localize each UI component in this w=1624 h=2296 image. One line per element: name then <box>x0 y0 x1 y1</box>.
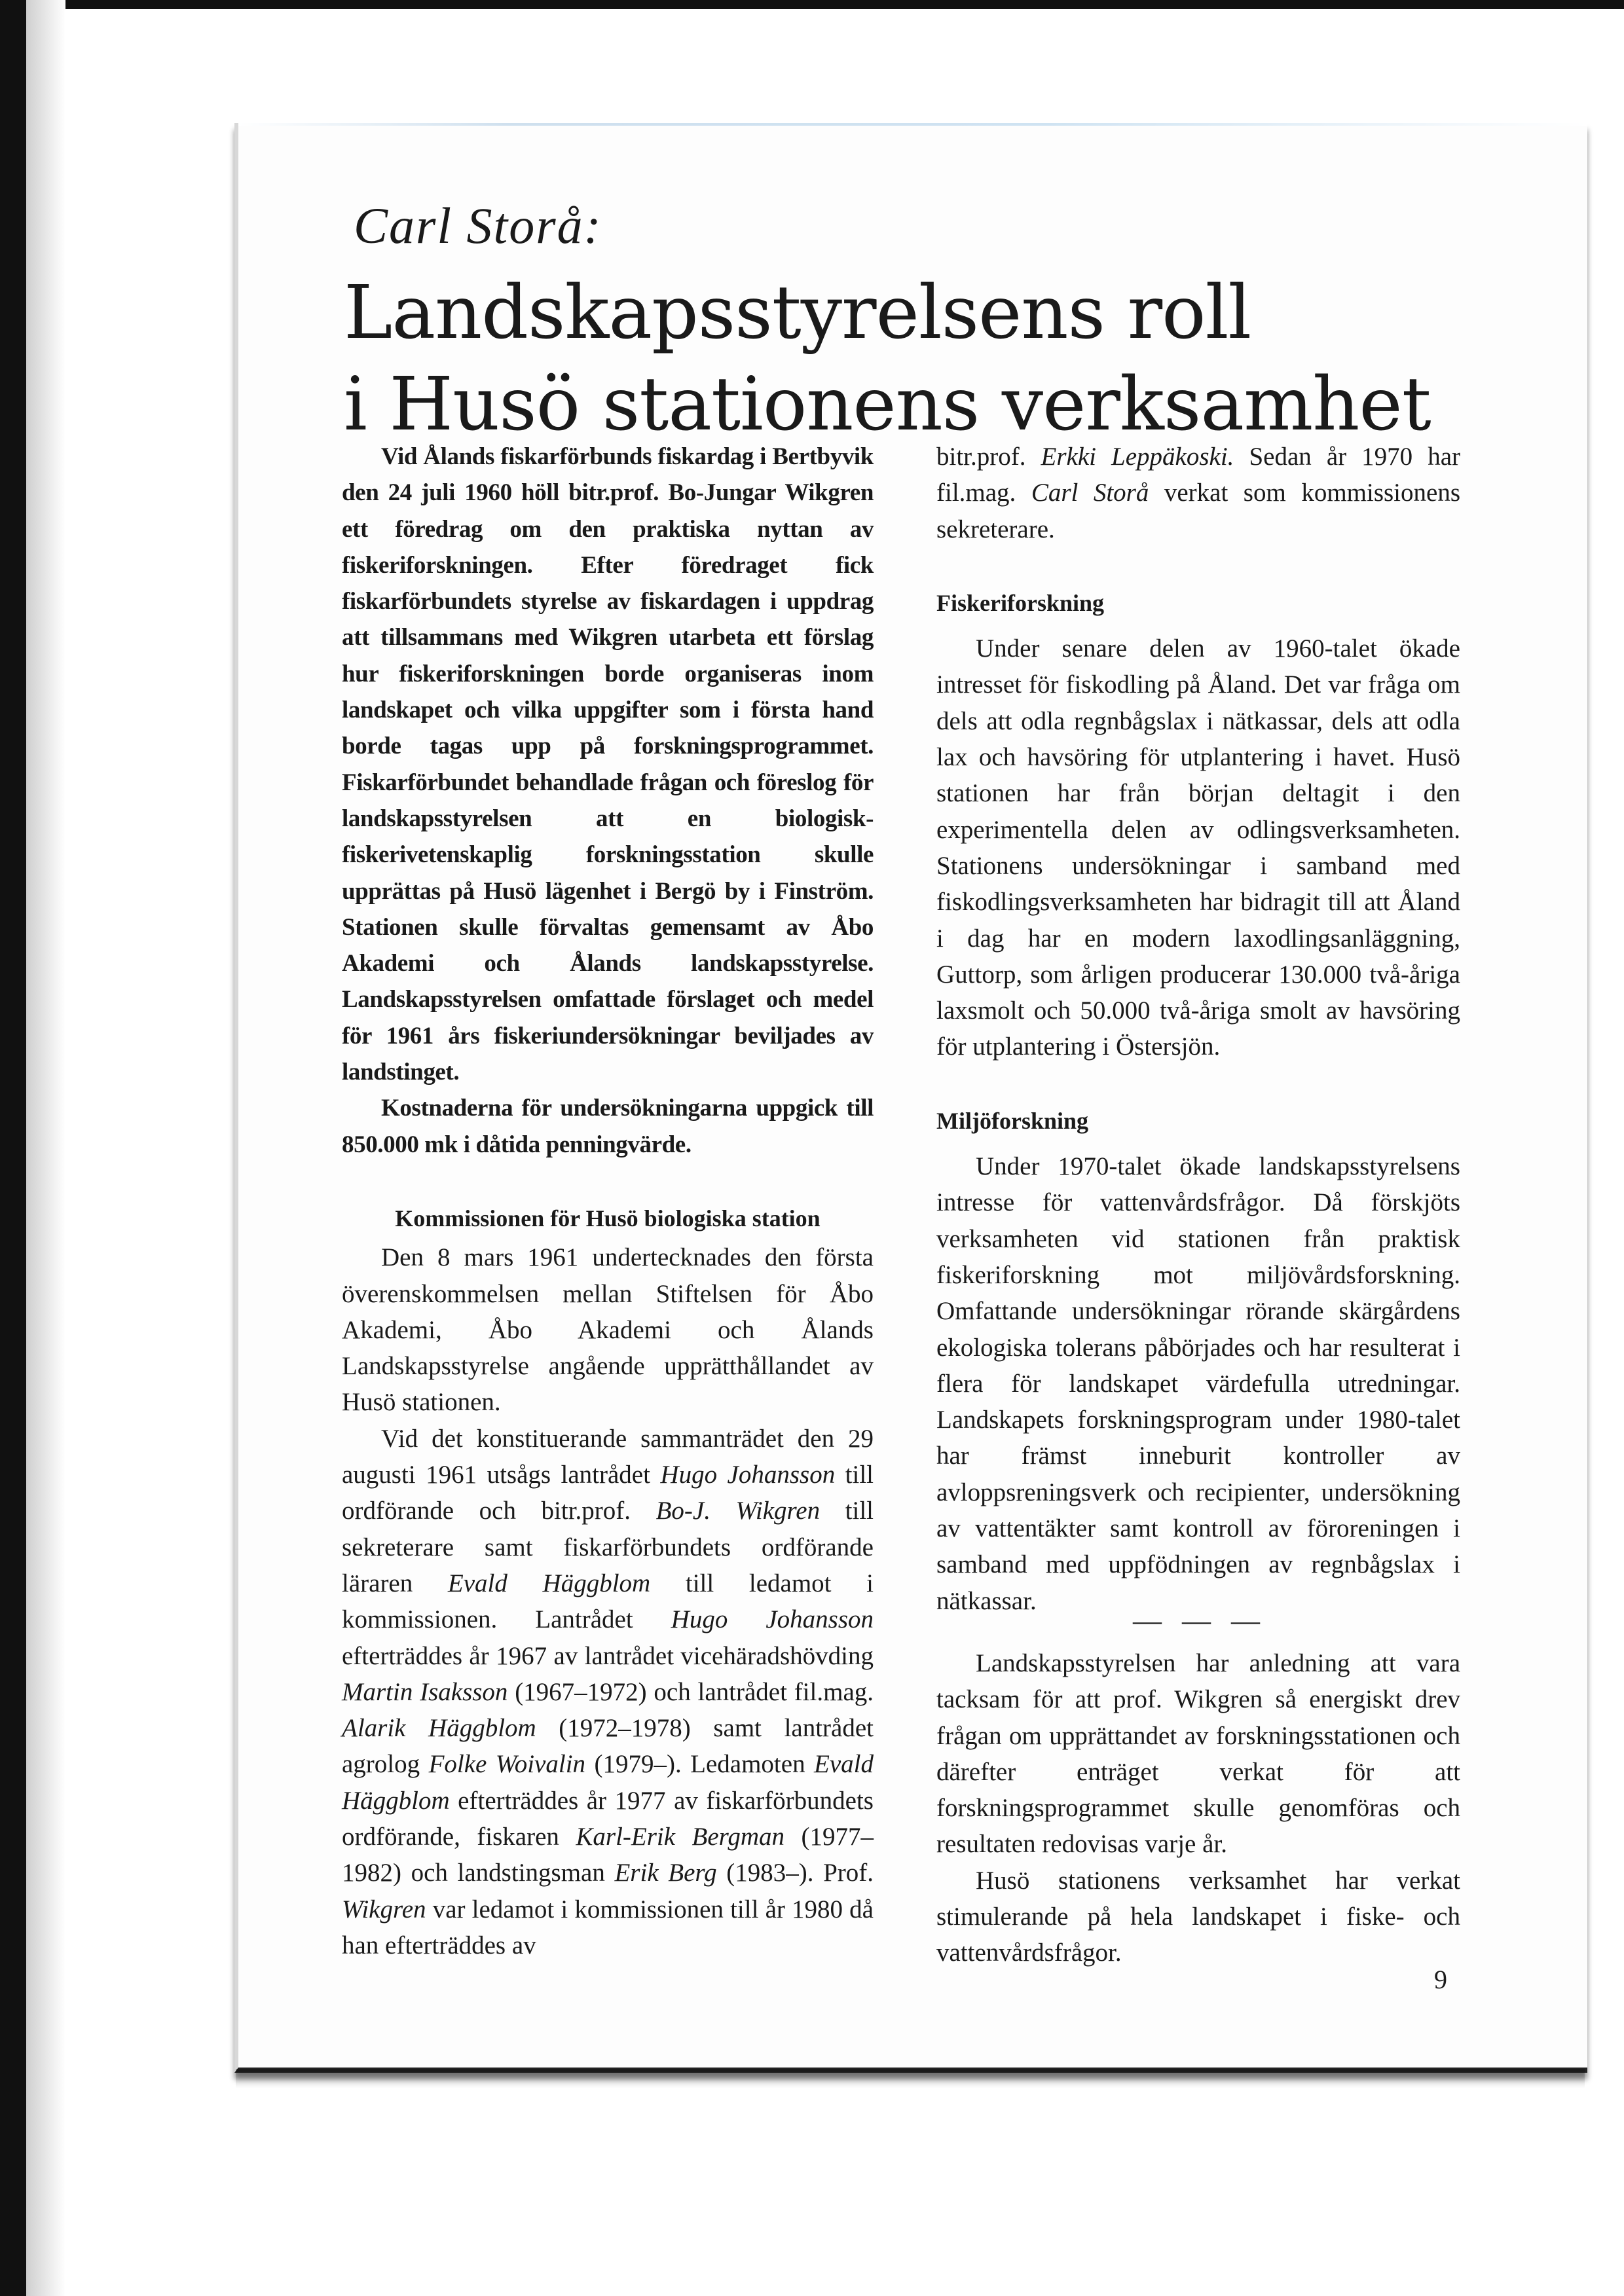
text-run: efterträddes år 1977 av fiskarförbundets ordförande, fiskaren <box>342 1786 874 1851</box>
section-heading-kommissionen: Kommissionen för Husö biologiska station <box>395 1205 821 1231</box>
text-run: (1983–). Prof. <box>716 1859 874 1887</box>
person-name: Evald Häggblom <box>447 1569 651 1597</box>
paragraph: Den 8 mars 1961 undertecknades den första överenskommelsen mellan Stiftelsen för Åbo Akademi, Åbo Akademi och Ålands Landskapsstyrelse angående upprätthållandet av Husö stationen. <box>342 1243 874 1417</box>
person-name: Bo-J. Wikgren <box>655 1497 821 1525</box>
paragraph-acknowledgement: Landskapsstyrelsen har anledning att vara tacksam för att prof. Wikgren så energiskt drev frågan om upprättandet av forskningsstationen och därefter enträget verkat för att forskningsprogrammet skulle genomföras och resultaten redovisas varje år. <box>936 1649 1460 1859</box>
text-run: var ledamot i kommissionen till år 1980 då han efterträddes av <box>342 1895 874 1959</box>
author-byline: Carl Storå: <box>354 197 602 254</box>
person-name: Wikgren <box>342 1895 426 1923</box>
text-run: efterträddes år 1967 av lantrådet vicehäradshövding <box>342 1641 874 1670</box>
scan-edge-left <box>0 0 26 2296</box>
page-top-border <box>238 123 1587 126</box>
text-run: (1979–). Ledamoten <box>585 1750 815 1779</box>
paragraph-continuation <box>936 439 1460 547</box>
lead-paragraph: Vid Ålands fiskarförbunds fiskardag i Bertbyvik den 24 juli 1960 höll bitr.prof. Bo-Jungar Wikgren ett föredrag om den praktiska nyttan av fiskeriforskningen. Efter föredraget fick fiskarförbundets styrelse av fiskardagen i uppdrag att tillsammans med Wikgren utarbeta ett förslag hur fiskeriforskningen borde organiseras inom landskapet och vilka uppgifter som i första hand borde tagas upp på forskningsprogrammet. Fiskarförbundet behandlade frågan och föreslog för landskapsstyrelsen att en biologisk-fiskerivetenskaplig forskningsstation skulle upprättas på Husö lägenhet i Bergö by i Finström. Stationen skulle förvaltas gemensamt av Åbo Akademi och Ålands landskapsstyrelse. Landskapsstyrelsen omfattade förslaget och medel för 1961 års fiskeriundersökningar beviljades av landstinget. <box>342 443 874 1086</box>
text-run: Vid det konstituerande sammanträdet den 29 augusti 1961 utsågs lantrådet <box>342 1424 874 1489</box>
text-run: Sedan år 1970 har fil.mag. <box>936 443 1461 507</box>
person-name: Carl Storå <box>1031 479 1149 507</box>
page-number: 9 <box>1434 1965 1447 1994</box>
text-run: till ledamot i kommissionen. Lantrådet <box>342 1569 874 1634</box>
left-column <box>342 439 874 1963</box>
text-run: (1977–1982) och landstingsman <box>342 1822 874 1887</box>
text-run: (1967–1972) och lantrådet fil.mag. <box>507 1677 874 1706</box>
article-title <box>344 267 1431 450</box>
lead-paragraph-2: Kostnaderna för undersökningarna uppgick till 850.000 mk i dåtida penningvärde. <box>342 1095 874 1158</box>
section-heading-miljoforskning: Miljöforskning <box>936 1107 1089 1134</box>
person-name: Evald Häggblom <box>342 1750 874 1815</box>
title-line-2: i Husö stationens verksamhet <box>344 362 1431 447</box>
person-name: Hugo Johansson <box>671 1605 874 1634</box>
section-heading-fiskeriforskning: Fiskeriforskning <box>936 589 1105 616</box>
person-name: Martin Isaksson <box>342 1677 508 1706</box>
page-bottom-shadow <box>236 2069 1585 2088</box>
paragraph-fiskeriforskning: Under senare delen av 1960-talet ökade intresset för fiskodling på Åland. Det var fråga om dels att odla regnbågslax i nätkassar, dels att odla lax och havsöring för utplantering i havet. Husö stationen har från början deltagit i den experimentella delen av odlingsverksamheten. Stationens undersökningar i samband med fiskodlingsverksamheten har bidragit till att Åland i dag har en modern laxodlingsanläggning, Guttorp, som årligen producerar 130.000 två-åriga laxsmolt och 50.000 två-åriga smolt av havsöring för utplantering i Östersjön. <box>936 634 1460 1061</box>
text-run: till ordförande och bitr.prof. <box>342 1461 874 1525</box>
text-run: (1972–1978) samt lantrådet agrolog <box>342 1714 874 1779</box>
section-separator: — — — <box>1133 1605 1266 1637</box>
person-name: Erik Berg <box>614 1859 717 1887</box>
paragraph-miljoforskning: Under 1970-talet ökade landskapsstyrelsens intresse för vattenvårdsfrågor. Då förskjöts verksamheten vid stationen från praktisk fiskeriforskning mot miljövårdsforskning. Omfattande undersökningar rörande skärgårdens ekologiska tolerans påbörjades och har resulterat i flera för landskapet värdefulla utredningar. Landskapets forskningsprogram under 1980-talet har främst inneburit kontroller av avloppsreningsverk och recipienter, undersökning av vattentäkter samt kontroll av föroreningen i samband med uppfödningen av regnbågslax i nätkassar. <box>936 1152 1460 1615</box>
text-run: till sekreterare samt fiskarförbundets ordförande läraren <box>342 1497 874 1597</box>
text-run: bitr.prof. <box>936 443 1041 471</box>
person-name: Hugo Johansson <box>660 1461 836 1489</box>
person-name: Alarik Häggblom <box>342 1714 536 1743</box>
scan-shadow <box>26 0 65 2296</box>
paragraph-closing: Husö stationens verksamhet har verkat stimulerande på hela landskapet i fiske- och vattenvårdsfrågor. <box>936 1866 1460 1967</box>
person-name: Folke Woivalin <box>428 1750 586 1779</box>
person-name: Erkki Leppäkoski. <box>1041 443 1234 471</box>
title-line-1: Landskapsstyrelsens roll <box>344 270 1251 355</box>
paragraph-kommission-members <box>342 1421 874 1963</box>
right-column <box>936 439 1460 1971</box>
text-run: verkat som kommissionens sekreterare. <box>936 479 1460 543</box>
scan-edge-top <box>0 0 1624 9</box>
person-name: Karl-Erik Bergman <box>576 1822 785 1851</box>
